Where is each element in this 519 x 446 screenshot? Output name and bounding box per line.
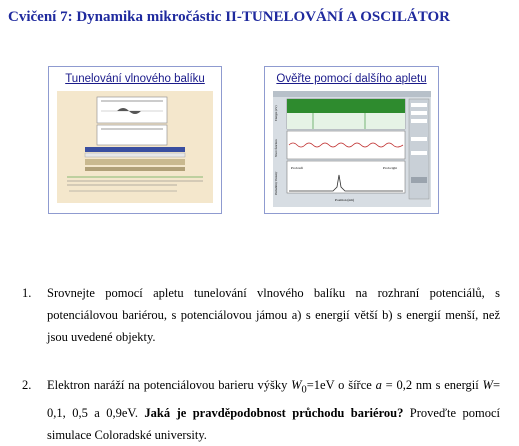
- energy-axis-label: Energie (eV): [274, 105, 278, 121]
- page-title: Cvičení 7: Dynamika mikročástic II-TUNELOVÁNÍ A OSCILÁTOR: [8, 9, 450, 25]
- question-2-bold: Jaká je pravděpodobnost průchodu bariérou?: [144, 405, 404, 420]
- tunneling-applet-card[interactable]: [48, 66, 222, 214]
- tunneling-applet-thumbnail[interactable]: [57, 91, 213, 203]
- prob-left-label: Prob.left: [291, 166, 304, 170]
- question-1-text: Srovnejte pomocí apletu tunelování vlnového balíku na rozhraní potenciálů, s potenciálovou bariérou, s potenciálovou jámou a) s energií větší b) s energií menší, než jsou uvedené objekty.: [47, 286, 500, 344]
- wave-axis-label: Wave function: [274, 139, 278, 157]
- prob-right-label: Prob.right: [383, 166, 398, 170]
- verify-applet-card[interactable]: [264, 66, 439, 214]
- question-2-text: Elektron naráží na potenciálovou barieru výšky $W_0=1eV$ o šířce a = 0,2 nm s energií W= 0,1, 0,5 a 0,9eV. Jaká je pravděpodobnost průchodu bariérou? Proveďte pomocí simulace Coloradské university.: [47, 378, 501, 442]
- position-axis-label: Position (nm): [335, 198, 355, 202]
- probability-axis-label: Probability Density: [274, 171, 278, 195]
- question-1: [22, 282, 500, 348]
- verify-applet-preview: [273, 91, 431, 207]
- question-1-number: 1.: [22, 286, 32, 300]
- tunneling-applet-preview: [57, 91, 213, 203]
- tunneling-applet-link[interactable]: Tunelování vlnového balíku: [65, 73, 205, 85]
- question-2-number: 2.: [22, 378, 32, 392]
- verify-applet-thumbnail[interactable]: [273, 91, 431, 207]
- verify-applet-link[interactable]: Ověřte pomocí dalšího apletu: [276, 73, 427, 85]
- question-2: [22, 374, 500, 446]
